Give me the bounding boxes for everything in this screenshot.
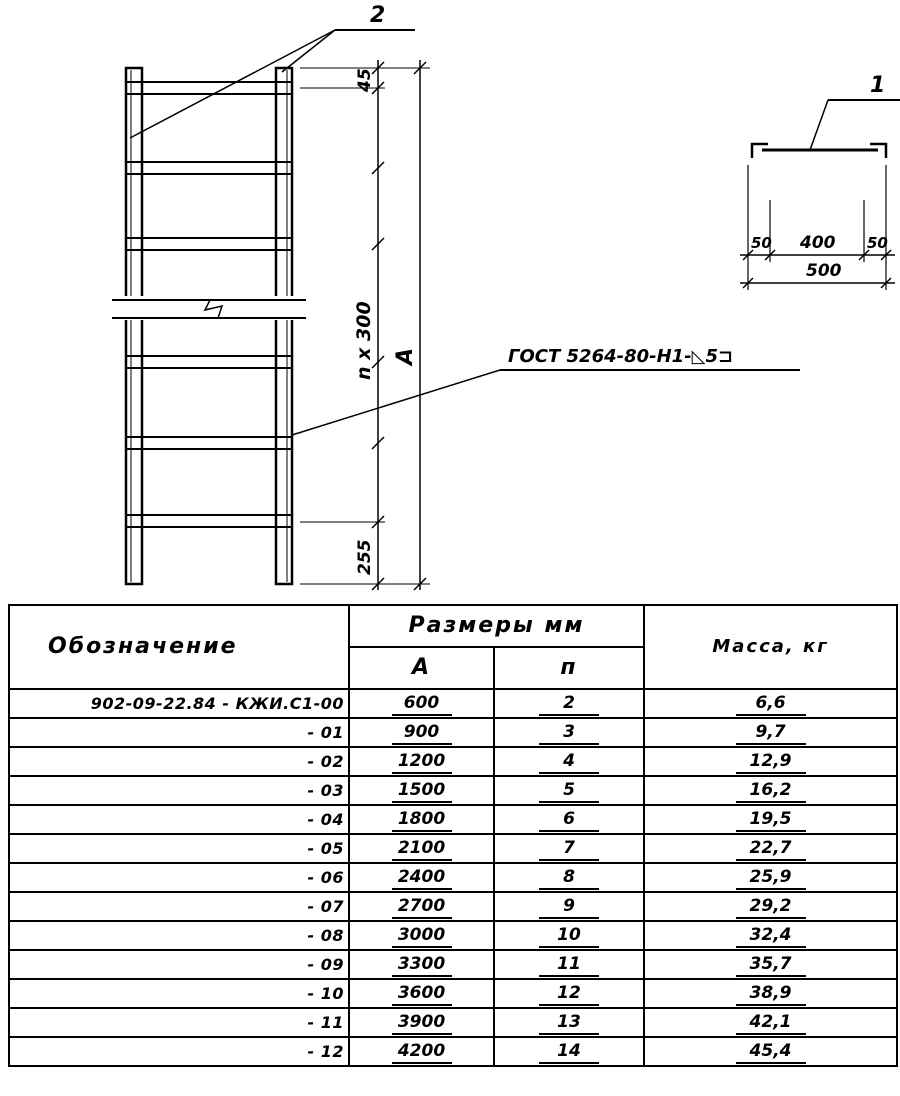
table-row <box>9 776 897 805</box>
row-n-value: 12 <box>539 982 599 1006</box>
row-n <box>494 718 644 747</box>
row-designation: - 07 <box>9 892 349 921</box>
table-row <box>9 689 897 718</box>
row-n-value: 10 <box>539 924 599 948</box>
row-n-value: 11 <box>539 953 599 977</box>
header-designation: Обозначение <box>9 605 349 689</box>
row-a-value: 3300 <box>392 953 452 977</box>
row-a-value: 600 <box>392 692 452 716</box>
callout-2-label: 2 <box>370 3 386 28</box>
row-mass <box>644 979 897 1008</box>
row-a-value: 3000 <box>392 924 452 948</box>
ladder-stringers <box>126 68 292 584</box>
header-sizes: Размеры мм <box>349 605 644 647</box>
row-a <box>349 1037 494 1066</box>
table-row <box>9 718 897 747</box>
table-row <box>9 1008 897 1037</box>
row-mass-value: 9,7 <box>736 721 806 745</box>
row-mass <box>644 1008 897 1037</box>
table-row <box>9 747 897 776</box>
row-mass-value: 19,5 <box>736 808 806 832</box>
row-designation: - 08 <box>9 921 349 950</box>
row-mass <box>644 863 897 892</box>
row-mass-value: 16,2 <box>736 779 806 803</box>
row-mass <box>644 950 897 979</box>
row-mass-value: 12,9 <box>736 750 806 774</box>
row-designation: - 06 <box>9 863 349 892</box>
row-mass-value: 42,1 <box>736 1011 806 1035</box>
row-n-value: 4 <box>539 750 599 774</box>
row-designation: - 02 <box>9 747 349 776</box>
cross-section <box>740 73 900 290</box>
row-mass <box>644 1037 897 1066</box>
row-mass-value: 25,9 <box>736 866 806 890</box>
table-row <box>9 805 897 834</box>
row-mass <box>644 921 897 950</box>
row-mass-value: 32,4 <box>736 924 806 948</box>
row-n <box>494 834 644 863</box>
row-mass <box>644 805 897 834</box>
row-designation: - 12 <box>9 1037 349 1066</box>
table-row <box>9 921 897 950</box>
row-a-value: 1800 <box>392 808 452 832</box>
row-designation: - 05 <box>9 834 349 863</box>
row-a-value: 3600 <box>392 982 452 1006</box>
table-header-row <box>9 605 897 647</box>
row-a <box>349 689 494 718</box>
row-mass <box>644 718 897 747</box>
row-n <box>494 921 644 950</box>
dim-top-label: 45 <box>355 68 375 92</box>
row-designation: - 01 <box>9 718 349 747</box>
section-dim-overall: 500 <box>806 261 842 281</box>
row-n <box>494 805 644 834</box>
row-a <box>349 950 494 979</box>
row-n-value: 9 <box>539 895 599 919</box>
row-mass-value: 22,7 <box>736 837 806 861</box>
row-n <box>494 863 644 892</box>
section-dim-left: 50 <box>751 234 772 252</box>
row-n <box>494 892 644 921</box>
row-designation: - 10 <box>9 979 349 1008</box>
table-body <box>9 689 897 1066</box>
row-a-value: 1200 <box>392 750 452 774</box>
dim-total-label: A <box>393 347 418 365</box>
row-mass-value: 38,9 <box>736 982 806 1006</box>
row-n <box>494 979 644 1008</box>
row-n-value: 7 <box>539 837 599 861</box>
dim-bottom-label: 255 <box>355 539 375 575</box>
header-col-n: п <box>494 647 644 689</box>
table-row <box>9 1037 897 1066</box>
row-mass <box>644 776 897 805</box>
section-dim-right: 50 <box>867 234 888 252</box>
row-n-value: 5 <box>539 779 599 803</box>
row-a-value: 2700 <box>392 895 452 919</box>
row-a-value: 2100 <box>392 837 452 861</box>
row-mass-value: 35,7 <box>736 953 806 977</box>
row-n-value: 3 <box>539 721 599 745</box>
row-a-value: 4200 <box>392 1040 452 1064</box>
break-line <box>112 296 306 320</box>
row-n-value: 6 <box>539 808 599 832</box>
dim-step-label: n x 300 <box>353 301 375 380</box>
row-a-value: 2400 <box>392 866 452 890</box>
row-mass-value: 6,6 <box>736 692 806 716</box>
row-designation: - 09 <box>9 950 349 979</box>
row-mass <box>644 747 897 776</box>
row-n <box>494 1037 644 1066</box>
header-col-a: А <box>349 647 494 689</box>
row-designation: - 03 <box>9 776 349 805</box>
row-n <box>494 1008 644 1037</box>
row-a-value: 3900 <box>392 1011 452 1035</box>
row-n <box>494 747 644 776</box>
row-a <box>349 863 494 892</box>
row-a-value: 900 <box>392 721 452 745</box>
row-n-value: 2 <box>539 692 599 716</box>
table-row <box>9 863 897 892</box>
row-designation: 902-09-22.84 - КЖИ.С1-00 <box>9 689 349 718</box>
row-a <box>349 921 494 950</box>
row-designation: - 04 <box>9 805 349 834</box>
row-mass-value: 45,4 <box>736 1040 806 1064</box>
table-row <box>9 834 897 863</box>
row-mass-value: 29,2 <box>736 895 806 919</box>
row-a <box>349 776 494 805</box>
section-dim-middle: 400 <box>800 233 836 253</box>
weld-note-label: ГОСТ 5264-80-Н1-◺5⊐ <box>508 346 734 367</box>
table-row <box>9 892 897 921</box>
row-n <box>494 950 644 979</box>
row-n <box>494 776 644 805</box>
row-n <box>494 689 644 718</box>
row-a <box>349 1008 494 1037</box>
callout-1-label: 1 <box>870 73 886 98</box>
row-a <box>349 892 494 921</box>
row-designation: - 11 <box>9 1008 349 1037</box>
vertical-dimensions <box>300 60 430 590</box>
table-row <box>9 979 897 1008</box>
row-a <box>349 747 494 776</box>
row-mass <box>644 689 897 718</box>
row-n-value: 13 <box>539 1011 599 1035</box>
row-n-value: 8 <box>539 866 599 890</box>
row-mass <box>644 892 897 921</box>
row-a <box>349 805 494 834</box>
row-a <box>349 834 494 863</box>
row-mass <box>644 834 897 863</box>
specification-table <box>8 604 898 1067</box>
header-mass: Масса, кг <box>644 605 897 689</box>
row-a <box>349 979 494 1008</box>
row-a <box>349 718 494 747</box>
table-row <box>9 950 897 979</box>
row-n-value: 14 <box>539 1040 599 1064</box>
row-a-value: 1500 <box>392 779 452 803</box>
